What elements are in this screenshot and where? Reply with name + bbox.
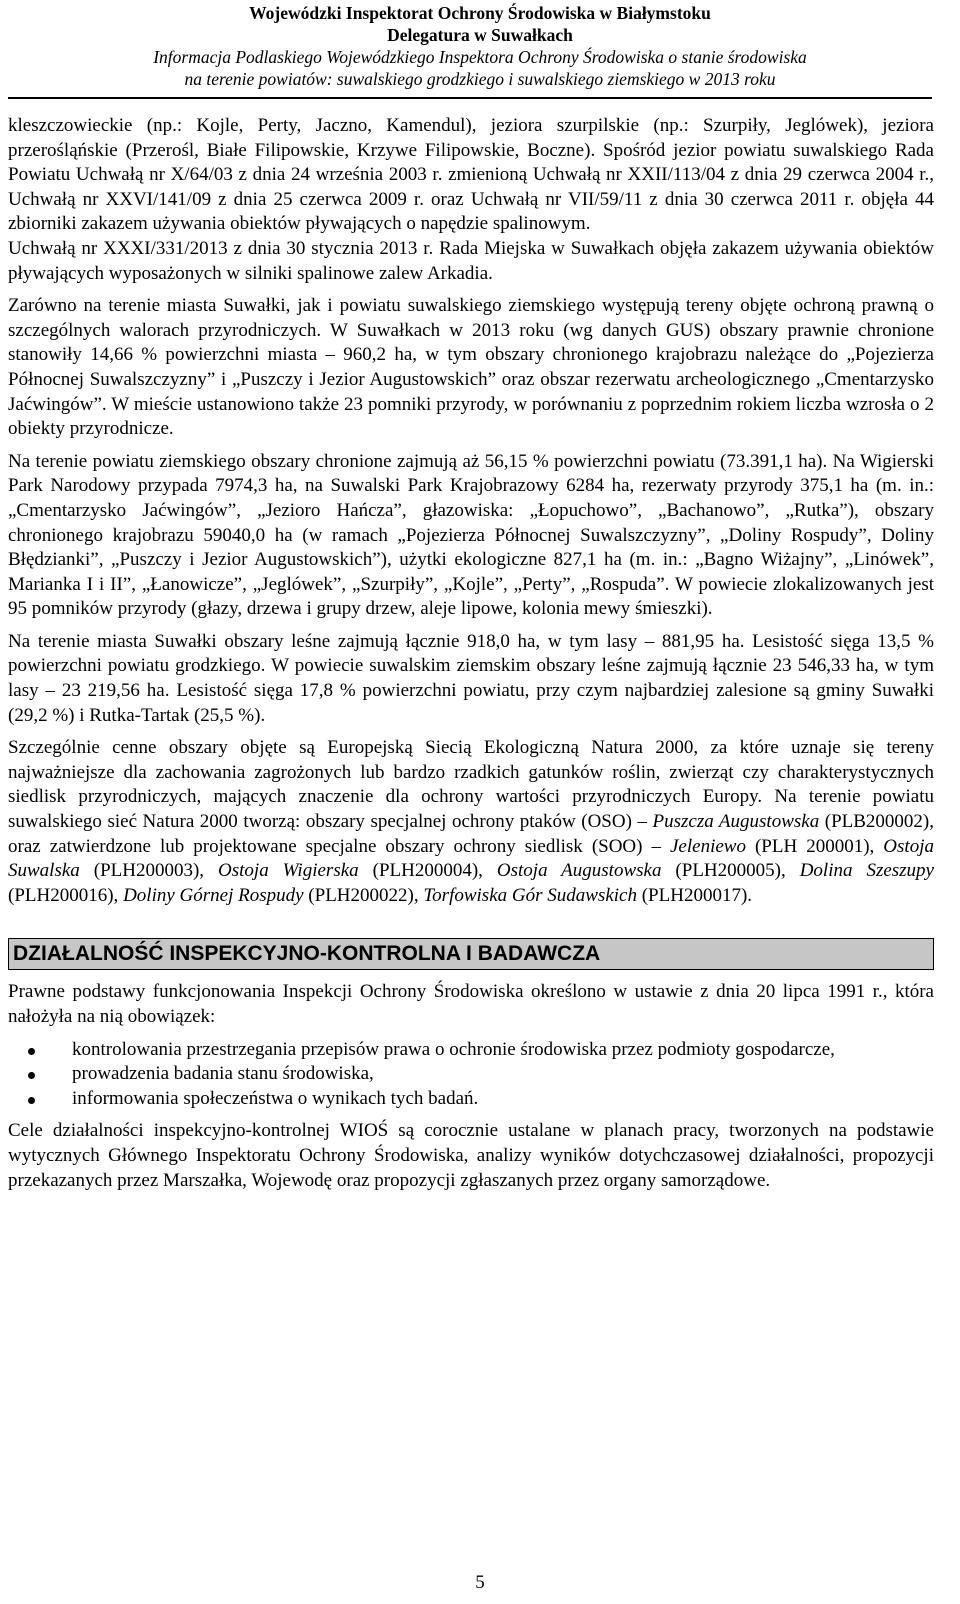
natura-site-name: Jeleniewo [670,835,746,857]
natura-site-name: Ostoja Suwalska [8,835,934,882]
natura-site-code: (PLH200004), [358,860,497,882]
list-item [72,1038,934,1063]
paragraph-suwalki-protected: Zarówno na terenie miasta Suwałki, jak i powiatu suwalskiego ziemskiego występują tereny objęte ochroną prawną o szczególnych walorach przyrodniczych. W Suwałkach w 2013 roku (wg danych GUS) obszary prawnie chronione stanowiły 14,66 % powierzchni miasta – 960,2 ha, w tym obszary chronionego krajobrazu należące do „Pojezierza Północnej Suwalszczyzny” i „Puszczy i Jezior Augustowskich” oraz obszar rezerwatu archeologicznego „Cmentarzysko Jaćwingów”. W mieście ustanowiono także 23 pomniki przyrody, w porównaniu z poprzednim rokiem liczba wzrosła o 2 obiekty przyrodnicze. [8,295,934,440]
page-number: 5 [475,1572,485,1593]
list-item [72,1062,934,1087]
natura-site-name: Doliny Górnej Rospudy [123,884,304,906]
paragraph-county-protected: Na terenie powiatu ziemskiego obszary chronione zajmują aż 56,15 % powierzchni powiatu (73.391,1 ha). Na Wigierski Park Narodowy przypada 7974,3 ha, na Suwalski Park Krajobrazowy 6284 ha, rezerwaty przyrody 375,1 ha (m. in.: „Cmentarzysko Jaćwingów”, „Jezioro Hańcza”, głazowiska: „Łopuchowo”, „Bachanowo”, „Rutka”), obszary chronionego krajobrazu 59040,0 ha (w ramach „Pojezierza Północnej Suwalszczyzny”, „Doliny Rospudy”, Doliny Błędzianki”, „Puszczy i Jezior Augustowskich”), użytki ekologiczne 827,1 ha (m. in.: „Bagno Wiżajny”, „Linówek”, Marianka I i II”, „Łanowicze”, „Jeglówek”, „Szurpiły”, „Kojle”, „Perty”, „Rospuda”. W powiecie zlokalizowanych jest 95 pomników przyrody (głazy, drzewa i grupy drzew, aleje lipowe, kolonia mewy śmieszki). [8,450,934,620]
bullet-icon [28,1097,35,1104]
document-body [8,114,934,1201]
bullet-icon [28,1072,35,1079]
natura-site-code: (PLH200017). [636,884,753,906]
duties-list [8,1038,934,1112]
section-heading: DZIAŁALNOŚĆ INSPEKCYJNO-KONTROLNA I BADAWCZA [8,938,934,970]
natura-site-code: (PLH200022), [303,884,424,906]
natura-site-code: (PLH 200001), [745,835,884,857]
paragraph-lakes: kleszczowieckie (np.: Kojle, Perty, Jaczno, Kamendul), jeziora szurpilskie (np.: Szurpiły, Jeglówek), jeziora przerośląńskie (Przerośl, Białe Filipowskie, Krzywe Filipowskie, Boczne). Spośród jezior powiatu suwalskiego Rada Powiatu Uchwałą nr X/64/03 z dnia 24 września 2003 r. zmienioną Uchwałą nr XXII/113/04 z dnia 29 czerwca 2004 r., Uchwałą nr XXVI/141/09 z dnia 25 czerwca 2009 r. oraz Uchwałą nr VII/59/11 z dnia 30 czerwca 2011 r. objęła 44 zbiorniki zakazem używania obiektów pływających o napędzie spalinowym. [8,115,934,235]
paragraph-arkadia: Uchwałą nr XXXI/331/2013 z dnia 30 stycznia 2013 r. Rada Miejska w Suwałkach objęła zakazem używania obiektów pływających wyposażonych w silniki spalinowe zalew Arkadia. [8,237,934,284]
natura-site-name: Ostoja Augustowska [496,860,662,882]
paragraph-legal-basis: Prawne podstawy funkcjonowania Inspekcji Ochrony Środowiska określono w ustawie z dnia 20 lipca 1991 r., która nałożyła na nią obowiązek: [8,981,934,1027]
paragraph-natura-2000 [8,736,934,908]
natura-site-name: Torfowiska Gór Sudawskich [423,884,637,906]
natura-intro: Szczególnie cenne obszary objęte są Europejską Siecią Ekologiczną Natura 2000, za które uznaje się tereny najważniejsze dla zachowania zagrożonych lub bardzo rzadkich gatunków roślin, zwierząt czy charakterystycznych siedlisk przyrodniczych, mających znaczenie dla ochrony wartości przyrodniczych Europy. Na terenie powiatu suwalskiego sieć Natura 2000 tworzą: obszary specjalnej ochrony ptaków (OSO) – [8,737,934,833]
header-divider [8,97,932,99]
natura-oso-code: (PLB200002), oraz zatwierdzone lub projektowane specjalne obszary ochrony siedlisk (SOO) – [8,811,934,857]
page-header [0,2,960,90]
list-item [72,1087,934,1112]
paragraph-goals: Cele działalności inspekcyjno-kontrolnej WIOŚ są corocznie ustalane w planach pracy, tworzonych na podstawie wytycznych Głównego Inspektoratu Ochrony Środowiska, analizy wyników dotychczasowej działalności, propozycji przekazanych przez Marszałka, Wojewodę oraz propozycji zgłaszanych przez organy samorządowe. [8,1120,934,1191]
natura-site-code: (PLH200003), [79,860,219,882]
bullet-icon [28,1048,35,1055]
header-report-subtitle: na terenie powiatów: suwalskiego grodzkiego i suwalskiego ziemskiego w 2013 roku [184,69,776,89]
natura-site-name: Ostoja Wigierska [218,860,359,882]
list-item-text: informowania społeczeństwa o wynikach tych badań. [72,1087,479,1109]
header-report-title: Informacja Podlaskiego Wojewódzkiego Inspektora Ochrony Środowiska o stanie środowiska [153,47,807,67]
paragraph-forests: Na terenie miasta Suwałki obszary leśne zajmują łącznie 918,0 ha, w tym lasy – 881,95 ha. Lesistość sięga 13,5 % powierzchni powiatu grodzkiego. W powiecie suwalskim ziemskim obszary leśne zajmują łącznie 23 546,33 ha, w tym lasy – 23 219,56 ha. Lesistość sięga 17,8 % powierzchni powiatu, przy czym najbardziej zalesione są gminy Suwałki (29,2 %) i Rutka-Tartak (25,5 %). [8,630,934,726]
list-item-text: kontrolowania przestrzegania przepisów prawa o ochronie środowiska przez podmioty gospodarcze, [72,1038,835,1060]
list-item-text: prowadzenia badania stanu środowiska, [72,1063,374,1085]
header-delegation: Delegatura w Suwałkach [387,25,573,45]
natura-oso-name: Puszcza Augustowska [652,811,820,833]
natura-site-code: (PLH200016), [8,884,124,906]
natura-site-name: Dolina Szeszupy [799,860,934,882]
header-institution: Wojewódzki Inspektorat Ochrony Środowiska w Białymstoku [249,3,711,23]
natura-site-code: (PLH200005), [661,860,800,882]
